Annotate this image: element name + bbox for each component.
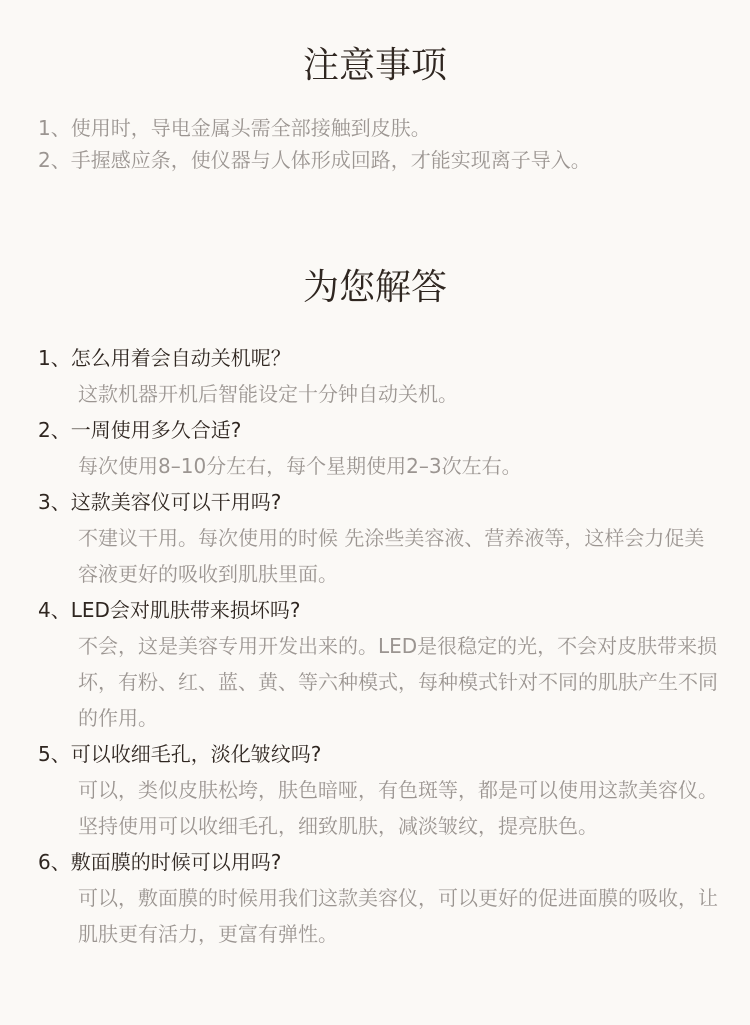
faq-question: 6、敷面膜的时候可以用吗? xyxy=(38,850,282,874)
faq-question: 5、可以收细毛孔，淡化皱纹吗? xyxy=(38,742,322,766)
faq-title: 为您解答 xyxy=(302,267,447,308)
note-item: 2、手握感应条，使仪器与人体形成回路，才能实现离子导入。 xyxy=(38,148,591,172)
faq-item xyxy=(38,736,728,844)
faq-answer: 可以，类似皮肤松垮，肤色暗哑，有色斑等，都是可以使用这款美容仪。坚持使用可以收细毛孔，细致肌肤，减淡皱纹，提亮肤色。 xyxy=(78,778,718,838)
faq-item xyxy=(38,844,728,952)
notes-list xyxy=(38,112,728,176)
faq-answer: 可以，敷面膜的时候用我们这款美容仪，可以更好的促进面膜的吸收，让肌肤更有活力，更富有弹性。 xyxy=(78,886,718,946)
faq-answer: 每次使用8–10分左右，每个星期使用2–3次左右。 xyxy=(78,454,522,478)
faq-item xyxy=(38,412,728,484)
faq-question: 1、怎么用着会自动关机呢？ xyxy=(38,346,291,370)
faq-item xyxy=(38,340,728,412)
faq-question: 2、一周使用多久合适? xyxy=(38,418,242,442)
note-item: 1、使用时，导电金属头需全部接触到皮肤。 xyxy=(38,116,431,140)
faq-answer: 这款机器开机后智能设定十分钟自动关机。 xyxy=(78,382,458,406)
faq-question: 3、这款美容仪可以干用吗? xyxy=(38,490,282,514)
faq-answer: 不建议干用。每次使用的时候 先涂些美容液、营养液等，这样会力促美容液更好的吸收到肌肤里面。 xyxy=(78,526,705,586)
faq-item xyxy=(38,484,728,592)
faq-answer: 不会，这是美容专用开发出来的。LED是很稳定的光，不会对皮肤带来损坏，有粉、红、蓝、黄、等六种模式，每种模式针对不同的肌肤产生不同的作用。 xyxy=(78,634,718,730)
faq-question: 4、LED会对肌肤带来损坏吗? xyxy=(38,598,301,622)
faq-item xyxy=(38,592,728,736)
notes-title: 注意事项 xyxy=(302,45,447,86)
faq-list xyxy=(38,340,728,952)
